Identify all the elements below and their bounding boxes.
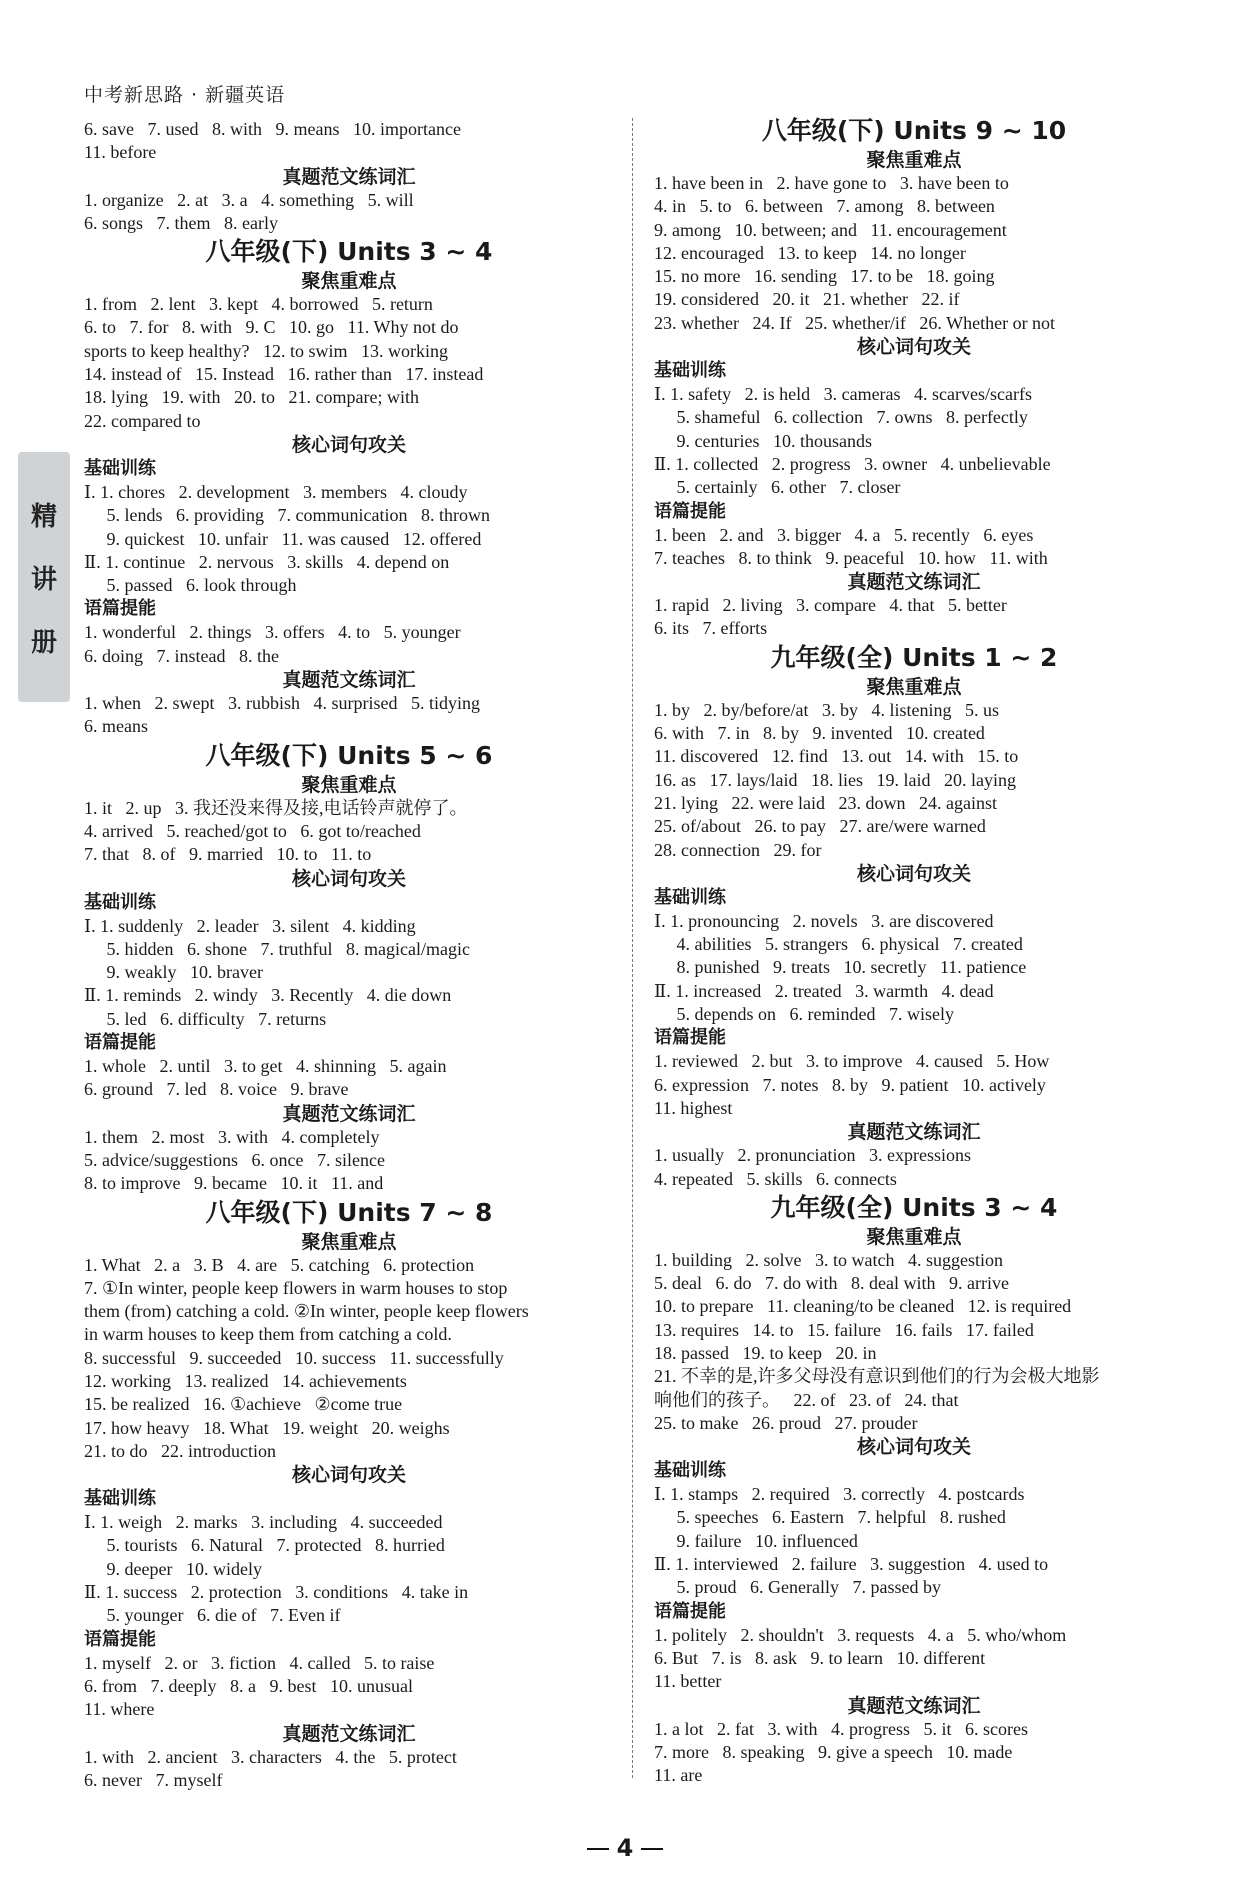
section-heading: 真题范文练词汇: [282, 1722, 416, 1745]
answer-line: Ⅱ. 1. interviewed 2. failure 3. suggestion 4. used to: [654, 1554, 1049, 1575]
subsection-heading: 语篇提能: [84, 1032, 156, 1054]
answer-line: 1. when 2. swept 3. rubbish 4. surprised 5. tidying: [84, 693, 480, 714]
side-tab-label: [18, 452, 70, 702]
answer-line: 5. advice/suggestions 6. once 7. silence: [84, 1149, 385, 1170]
answer-line: 响他们的孩子。 22. of 23. of 24. that: [654, 1389, 959, 1410]
answer-line: sports to keep healthy? 12. to swim 13. working: [84, 340, 448, 361]
answer-line: 4. repeated 5. skills 6. connects: [654, 1168, 897, 1189]
answer-line: 9. among 10. between; and 11. encouragement: [654, 219, 1007, 240]
unit-heading: 九年级(全) Units 3 ~ 4: [770, 1192, 1058, 1222]
section-heading: 聚焦重难点: [866, 149, 962, 171]
side-tab-char: 册: [30, 627, 57, 658]
answer-line: 1. with 2. ancient 3. characters 4. the 5. protect: [84, 1746, 457, 1767]
answer-line: 1. it 2. up 3. 我还没来得及接,电话铃声就停了。: [84, 797, 468, 818]
answer-line: 6. But 7. is 8. ask 9. to learn 10. different: [654, 1647, 986, 1668]
answer-line: 7. that 8. of 9. married 10. to 11. to: [84, 844, 372, 865]
answer-line: them (from) catching a cold. ②In winter, people keep flowers: [84, 1301, 529, 1322]
answer-line: 1. a lot 2. fat 3. with 4. progress 5. it 6. scores: [654, 1718, 1028, 1739]
answer-line: 6. with 7. in 8. by 9. invented 10. created: [654, 723, 985, 744]
subsection-heading: 基础训练: [84, 457, 156, 479]
answer-line: 1. rapid 2. living 3. compare 4. that 5. better: [654, 595, 1007, 616]
answer-line: 5. younger 6. die of 7. Even if: [84, 1605, 341, 1626]
section-heading: 核心词句攻关: [856, 862, 971, 885]
subsection-heading: 基础训练: [654, 360, 726, 382]
subsection-heading: 基础训练: [84, 1488, 156, 1510]
answer-line: 1. from 2. lent 3. kept 4. borrowed 5. return: [84, 294, 433, 315]
answer-line: Ⅰ. 1. suddenly 2. leader 3. silent 4. kidding: [84, 915, 416, 936]
answer-line: 5. shameful 6. collection 7. owns 8. perfectly: [654, 407, 1028, 428]
answer-line: 11. better: [654, 1671, 722, 1692]
section-heading: 真题范文练词汇: [847, 571, 981, 594]
answer-line: 1. organize 2. at 3. a 4. something 5. will: [84, 189, 414, 210]
column-divider: [632, 118, 633, 1778]
answer-line: 21. to do 22. introduction: [84, 1440, 276, 1461]
answer-line: 6. save 7. used 8. with 9. means 10. importance: [84, 119, 461, 139]
answer-line: 7. more 8. speaking 9. give a speech 10. made: [654, 1741, 1013, 1762]
answer-line: 7. ①In winter, people keep flowers in warm houses to stop: [84, 1277, 508, 1298]
answer-line: Ⅱ. 1. increased 2. treated 3. warmth 4. dead: [654, 980, 994, 1001]
answer-line: 13. requires 14. to 15. failure 16. fails 17. failed: [654, 1319, 1034, 1340]
answer-line: 4. arrived 5. reached/got to 6. got to/reached: [84, 820, 421, 841]
section-heading: 聚焦重难点: [301, 270, 397, 293]
section-heading: 真题范文练词汇: [282, 1102, 416, 1125]
answer-line: 14. instead of 15. Instead 16. rather than 17. instead: [84, 364, 484, 385]
answer-line: 4. in 5. to 6. between 7. among 8. between: [654, 196, 995, 217]
answer-line: 1. whole 2. until 3. to get 4. shinning 5. again: [84, 1056, 447, 1077]
answer-line: 15. be realized 16. ①achieve ②come true: [84, 1394, 403, 1415]
subsection-heading: 语篇提能: [654, 1027, 726, 1049]
answer-line: 6. never 7. myself: [84, 1769, 223, 1790]
answer-line: 16. as 17. lays/laid 18. lies 19. laid 20. laying: [654, 769, 1016, 790]
answer-line: 1. reviewed 2. but 3. to improve 4. caused 5. How: [654, 1051, 1050, 1072]
answer-line: 1. What 2. a 3. B 4. are 5. catching 6. protection: [84, 1254, 475, 1275]
answer-line: 9. deeper 10. widely: [84, 1558, 262, 1579]
answer-line: Ⅰ. 1. safety 2. is held 3. cameras 4. scarves/scarfs: [654, 384, 1032, 405]
answer-line: 11. are: [654, 1765, 703, 1786]
answer-line: in warm houses to keep them from catching a cold.: [84, 1324, 452, 1345]
answer-line: 6. ground 7. led 8. voice 9. brave: [84, 1079, 349, 1100]
answer-line: 6. means: [84, 716, 148, 737]
answer-line: 6. expression 7. notes 8. by 9. patient 10. actively: [654, 1074, 1046, 1095]
answer-line: 8. punished 9. treats 10. secretly 11. patience: [654, 957, 1027, 978]
answer-line: 6. songs 7. them 8. early: [84, 212, 278, 233]
answer-line: 1. politely 2. shouldn't 3. requests 4. a 5. who/whom: [654, 1624, 1067, 1645]
answer-line: 9. weakly 10. braver: [84, 962, 263, 983]
unit-heading: 八年级(下) Units 9 ~ 10: [761, 116, 1067, 145]
answer-line: 11. before: [84, 142, 157, 163]
section-heading: 核心词句攻关: [856, 1436, 971, 1459]
section-heading: 聚焦重难点: [301, 773, 397, 796]
answer-line: 28. connection 29. for: [654, 839, 822, 860]
answer-line: 6. its 7. efforts: [654, 618, 768, 639]
subsection-heading: 基础训练: [654, 886, 726, 908]
answer-line: Ⅰ. 1. stamps 2. required 3. correctly 4. postcards: [654, 1484, 1025, 1505]
section-heading: 核心词句攻关: [291, 1464, 406, 1487]
section-heading: 核心词句攻关: [291, 433, 406, 456]
answer-line: 7. teaches 8. to think 9. peaceful 10. how 11. with: [654, 547, 1048, 568]
page-number: 4: [0, 1834, 1250, 1862]
answer-line: 12. working 13. realized 14. achievements: [84, 1370, 407, 1391]
unit-heading: 九年级(全) Units 1 ~ 2: [770, 642, 1058, 672]
answer-line: 21. 不幸的是,许多父母没有意识到他们的行为会极大地影: [654, 1366, 1100, 1387]
section-heading: 聚焦重难点: [866, 1225, 962, 1248]
answer-line: Ⅱ. 1. continue 2. nervous 3. skills 4. depend on: [84, 551, 450, 572]
answer-line: 21. lying 22. were laid 23. down 24. against: [654, 792, 997, 813]
right-column: [654, 118, 1174, 1787]
page-header-title: 中考新思路 · 新疆英语: [84, 84, 286, 106]
answer-line: 23. whether 24. If 25. whether/if 26. Whether or not: [654, 312, 1056, 333]
answer-line: 1. have been in 2. have gone to 3. have been to: [654, 173, 1009, 193]
answer-line: 1. building 2. solve 3. to watch 4. suggestion: [654, 1249, 1003, 1270]
answer-line: 5. deal 6. do 7. do with 8. deal with 9. arrive: [654, 1273, 1009, 1294]
answer-line: 5. proud 6. Generally 7. passed by: [654, 1577, 941, 1598]
section-heading: 核心词句攻关: [291, 867, 406, 890]
subsection-heading: 语篇提能: [654, 500, 726, 522]
answer-line: Ⅰ. 1. chores 2. development 3. members 4. cloudy: [84, 481, 468, 502]
answer-line: 25. of/about 26. to pay 27. are/were warned: [654, 816, 986, 837]
answer-line: 1. usually 2. pronunciation 3. expressions: [654, 1145, 971, 1166]
answer-line: Ⅱ. 1. success 2. protection 3. conditions 4. take in: [84, 1582, 469, 1603]
answer-line: 1. myself 2. or 3. fiction 4. called 5. to raise: [84, 1652, 435, 1673]
section-heading: 聚焦重难点: [866, 675, 962, 698]
answer-line: 1. them 2. most 3. with 4. completely: [84, 1126, 380, 1147]
answer-line: Ⅱ. 1. reminds 2. windy 3. Recently 4. die down: [84, 985, 452, 1006]
section-heading: 核心词句攻关: [856, 336, 971, 359]
section-heading: 聚焦重难点: [301, 1230, 397, 1253]
answer-line: 18. lying 19. with 20. to 21. compare; with: [84, 387, 419, 408]
answer-line: Ⅱ. 1. collected 2. progress 3. owner 4. unbelievable: [654, 453, 1051, 474]
subsection-heading: 语篇提能: [84, 1628, 156, 1650]
answer-line: 10. to prepare 11. cleaning/to be cleaned 12. is required: [654, 1296, 1072, 1317]
answer-line: 11. highest: [654, 1097, 733, 1118]
answer-line: 1. been 2. and 3. bigger 4. a 5. recently 6. eyes: [654, 524, 1034, 545]
section-heading: 真题范文练词汇: [847, 1694, 981, 1717]
section-heading: 真题范文练词汇: [282, 669, 416, 692]
answer-line: 11. where: [84, 1699, 155, 1720]
answer-line: 8. to improve 9. became 10. it 11. and: [84, 1173, 384, 1194]
answer-line: 18. passed 19. to keep 20. in: [654, 1342, 877, 1363]
answer-line: 22. compared to: [84, 410, 201, 431]
unit-heading: 八年级(下) Units 7 ~ 8: [205, 1197, 493, 1227]
answer-line: 9. centuries 10. thousands: [654, 430, 872, 451]
answer-line: 5. tourists 6. Natural 7. protected 8. hurried: [84, 1535, 445, 1556]
left-column: [84, 118, 614, 1792]
subsection-heading: 基础训练: [654, 1460, 726, 1482]
answer-line: 1. by 2. by/before/at 3. by 4. listening 5. us: [654, 699, 999, 720]
answer-line: Ⅰ. 1. pronouncing 2. novels 3. are discovered: [654, 910, 994, 931]
side-tab-char: 精: [30, 501, 57, 532]
answer-line: 4. abilities 5. strangers 6. physical 7. created: [654, 934, 1023, 955]
answer-line: 9. failure 10. influenced: [654, 1530, 858, 1551]
answer-line: 11. discovered 12. find 13. out 14. with 15. to: [654, 746, 1019, 767]
answer-line: 19. considered 20. it 21. whether 22. if: [654, 289, 960, 310]
answer-line: 25. to make 26. proud 27. prouder: [654, 1412, 918, 1433]
subsection-heading: 基础训练: [84, 891, 156, 913]
answer-line: 5. hidden 6. shone 7. truthful 8. magical/magic: [84, 938, 470, 959]
answer-line: 5. lends 6. providing 7. communication 8. thrown: [84, 505, 490, 526]
answer-line: 1. wonderful 2. things 3. offers 4. to 5. younger: [84, 622, 461, 643]
answer-line: 6. doing 7. instead 8. the: [84, 645, 279, 666]
answer-line: 5. depends on 6. reminded 7. wisely: [654, 1004, 954, 1025]
answer-line: 15. no more 16. sending 17. to be 18. going: [654, 266, 995, 287]
answer-line: 5. led 6. difficulty 7. returns: [84, 1008, 327, 1029]
subsection-heading: 语篇提能: [84, 598, 156, 620]
answer-line: 5. speeches 6. Eastern 7. helpful 8. rushed: [654, 1507, 1006, 1528]
subsection-heading: 语篇提能: [654, 1600, 726, 1622]
section-heading: 真题范文练词汇: [847, 1121, 981, 1144]
side-tab-char: 讲: [30, 564, 57, 595]
answer-line: Ⅰ. 1. weigh 2. marks 3. including 4. succeeded: [84, 1512, 443, 1533]
answer-line: 8. successful 9. succeeded 10. success 11. successfully: [84, 1347, 504, 1368]
answer-line: 6. from 7. deeply 8. a 9. best 10. unusual: [84, 1675, 413, 1696]
answer-line: 5. certainly 6. other 7. closer: [654, 477, 901, 498]
answer-line: 12. encouraged 13. to keep 14. no longer: [654, 242, 966, 263]
answer-line: 17. how heavy 18. What 19. weight 20. weighs: [84, 1417, 450, 1438]
answer-line: 6. to 7. for 8. with 9. C 10. go 11. Why not do: [84, 317, 459, 338]
answer-line: 9. quickest 10. unfair 11. was caused 12. offered: [84, 528, 482, 549]
answer-line: 5. passed 6. look through: [84, 575, 297, 596]
unit-heading: 八年级(下) Units 3 ~ 4: [205, 237, 493, 267]
section-heading: 真题范文练词汇: [282, 165, 416, 188]
unit-heading: 八年级(下) Units 5 ~ 6: [205, 740, 493, 770]
